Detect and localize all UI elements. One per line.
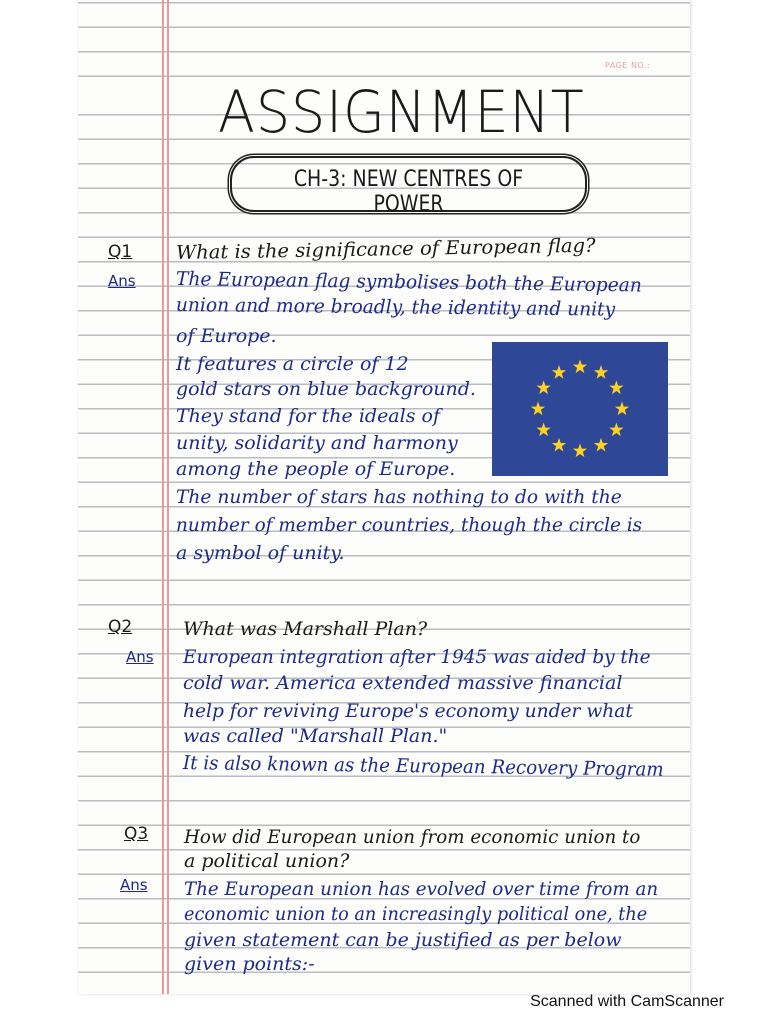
chapter-heading: CH-3: NEW CENTRES OF POWER bbox=[293, 167, 524, 217]
answer-line: union and more broadly, the identity and unity bbox=[175, 294, 616, 321]
answer-label: Ans bbox=[120, 876, 148, 894]
european-flag-svg bbox=[492, 342, 668, 476]
answer-line: economic union to an increasingly political one, the bbox=[184, 903, 648, 925]
answer-line: gold stars on blue background. bbox=[176, 378, 476, 400]
question-number: Q2 bbox=[108, 617, 133, 637]
answer-line: was called "Marshall Plan." bbox=[183, 725, 448, 747]
answer-line: It features a circle of 12 bbox=[176, 353, 409, 375]
question-number: Q1 bbox=[108, 242, 133, 262]
answer-line: among the people of Europe. bbox=[176, 458, 456, 480]
question-text: What was Marshall Plan? bbox=[183, 618, 428, 640]
question-text: a political union? bbox=[184, 850, 350, 872]
assignment-title: ASSIGNMENT bbox=[218, 78, 585, 146]
answer-line: The European union has evolved over time from an bbox=[184, 878, 659, 900]
european-flag-image bbox=[492, 342, 668, 476]
question-text: How did European union from economic union to bbox=[184, 826, 641, 848]
answer-line: unity, solidarity and harmony bbox=[176, 432, 458, 454]
answer-label: Ans bbox=[126, 648, 154, 666]
answer-line: help for reviving Europe's economy under what bbox=[183, 700, 633, 722]
answer-line: The number of stars has nothing to do with the bbox=[176, 486, 622, 508]
margin-line bbox=[167, 0, 169, 994]
answer-line: of Europe. bbox=[176, 325, 277, 347]
answer-line: European integration after 1945 was aided by the bbox=[183, 646, 651, 668]
answer-line: It is also known as the European Recovery Program bbox=[182, 752, 664, 781]
margin-line bbox=[162, 0, 164, 994]
answer-label: Ans bbox=[108, 272, 136, 290]
question-text: What is the significance of European flag? bbox=[175, 234, 596, 264]
answer-line: They stand for the ideals of bbox=[176, 405, 440, 427]
answer-line: The European flag symbolises both the European bbox=[175, 268, 642, 297]
chapter-heading-box bbox=[230, 156, 587, 217]
answer-line: given statement can be justified as per below bbox=[184, 929, 622, 951]
answer-line: given points:- bbox=[184, 953, 315, 975]
answer-line: number of member countries, though the circle is bbox=[176, 514, 643, 536]
notebook-page bbox=[78, 0, 690, 994]
answer-line: a symbol of unity. bbox=[176, 542, 345, 564]
question-number: Q3 bbox=[124, 824, 149, 844]
answer-line: cold war. America extended massive financial bbox=[183, 672, 623, 694]
camscanner-watermark: Scanned with CamScanner bbox=[530, 993, 724, 1010]
page-number-label: PAGE NO.: bbox=[605, 61, 651, 70]
